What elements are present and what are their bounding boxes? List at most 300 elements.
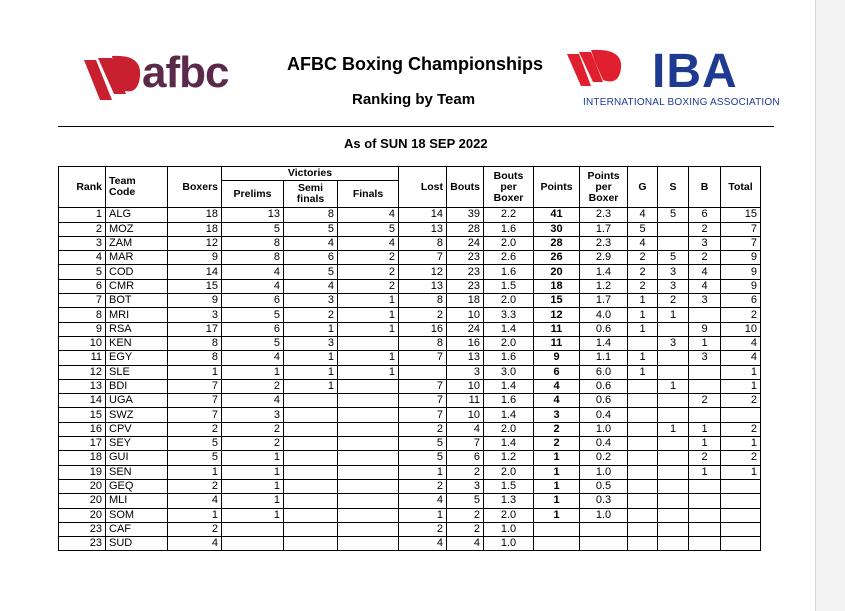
table-cell: 2 (168, 422, 222, 436)
table-cell: 4 (168, 537, 222, 551)
table-cell (628, 379, 658, 393)
table-row (59, 365, 761, 379)
table-cell: CMR (106, 279, 168, 293)
table-cell (628, 465, 658, 479)
table-cell: 1.4 (580, 336, 628, 350)
table-cell (628, 336, 658, 350)
table-cell (222, 537, 284, 551)
table-cell: 1 (168, 465, 222, 479)
table-cell (338, 422, 399, 436)
table-row (59, 351, 761, 365)
table-cell: 1 (338, 365, 399, 379)
table-cell (628, 437, 658, 451)
table-cell: 2 (689, 394, 721, 408)
table-row (59, 494, 761, 508)
col-victories: Victories (222, 167, 399, 181)
table-cell: 1 (222, 365, 284, 379)
table-cell (284, 522, 338, 536)
table-cell: 1 (399, 465, 447, 479)
table-cell (689, 308, 721, 322)
table-cell: 11 (447, 394, 484, 408)
table-cell (284, 537, 338, 551)
table-cell (338, 379, 399, 393)
table-cell (721, 494, 761, 508)
divider (58, 126, 774, 127)
table-cell: 7 (721, 222, 761, 236)
table-cell: 4 (689, 265, 721, 279)
table-cell (658, 508, 689, 522)
table-cell (338, 408, 399, 422)
table-cell (338, 336, 399, 350)
table-cell: 3 (447, 365, 484, 379)
table-cell: SEY (106, 437, 168, 451)
table-cell: 1 (658, 379, 689, 393)
table-cell: 3 (658, 279, 689, 293)
table-cell (689, 479, 721, 493)
table-cell (628, 508, 658, 522)
table-cell: 0.6 (580, 379, 628, 393)
table-cell: 13 (399, 222, 447, 236)
table-cell: 9 (721, 279, 761, 293)
table-cell (658, 494, 689, 508)
table-cell: 23 (447, 251, 484, 265)
table-cell (721, 408, 761, 422)
table-cell: 5 (399, 451, 447, 465)
col-points-per-boxer: Points per Boxer (580, 167, 628, 208)
table-cell (658, 451, 689, 465)
table-cell: 10 (447, 379, 484, 393)
table-cell: 2 (447, 465, 484, 479)
table-cell: 1.2 (580, 279, 628, 293)
table-cell: 5 (658, 208, 689, 222)
table-cell: 6 (222, 294, 284, 308)
table-cell: 1 (721, 437, 761, 451)
table-cell (284, 451, 338, 465)
table-cell: 1 (689, 465, 721, 479)
table-cell: 0.4 (580, 437, 628, 451)
table-cell: 2 (721, 394, 761, 408)
table-row (59, 265, 761, 279)
table-cell: 24 (447, 236, 484, 250)
table-row (59, 222, 761, 236)
table-cell: 9 (168, 251, 222, 265)
table-cell: 2 (338, 251, 399, 265)
table-cell: GUI (106, 451, 168, 465)
table-cell: 12 (168, 236, 222, 250)
table-cell: 4 (628, 208, 658, 222)
table-cell: 2 (721, 308, 761, 322)
table-cell: 4 (399, 494, 447, 508)
table-cell: 2 (222, 437, 284, 451)
col-finals: Finals (338, 181, 399, 208)
table-row (59, 451, 761, 465)
table-cell: 1 (534, 508, 580, 522)
page-subtitle: Ranking by Team (352, 91, 476, 108)
table-cell: 1 (338, 322, 399, 336)
table-cell: 4 (447, 537, 484, 551)
table-cell: 7 (168, 394, 222, 408)
table-cell (658, 394, 689, 408)
table-row (59, 422, 761, 436)
table-cell (628, 394, 658, 408)
col-team-code: Team Code (106, 167, 168, 208)
table-cell: 28 (534, 236, 580, 250)
table-cell: 3 (59, 236, 106, 250)
table-cell: 1.1 (580, 351, 628, 365)
col-silver: S (658, 167, 689, 208)
table-cell: 12 (534, 308, 580, 322)
table-cell: 2 (447, 522, 484, 536)
table-cell: 1.6 (484, 351, 534, 365)
table-cell: 3 (222, 408, 284, 422)
table-cell: 2 (338, 279, 399, 293)
table-cell: 20 (59, 494, 106, 508)
table-cell: 6 (447, 451, 484, 465)
table-cell: 9 (689, 322, 721, 336)
table-cell: 2.0 (484, 508, 534, 522)
col-bronze: B (689, 167, 721, 208)
table-cell: 4 (222, 265, 284, 279)
col-points: Points (534, 167, 580, 208)
table-cell: 28 (447, 222, 484, 236)
table-cell: 5 (284, 265, 338, 279)
table-cell: 1.3 (484, 494, 534, 508)
table-cell: 2 (168, 522, 222, 536)
table-cell: 11 (59, 351, 106, 365)
table-cell: 2 (284, 308, 338, 322)
table-cell: 1 (628, 308, 658, 322)
table-cell: 7 (447, 437, 484, 451)
table-cell (284, 508, 338, 522)
table-cell: 4 (338, 236, 399, 250)
table-cell (658, 222, 689, 236)
table-cell: 9 (59, 322, 106, 336)
table-cell (284, 437, 338, 451)
table-cell: 13 (447, 351, 484, 365)
table-cell: 5 (628, 222, 658, 236)
iba-logo-text: IBA (652, 45, 738, 98)
table-cell: 2 (399, 422, 447, 436)
table-cell: 6.0 (580, 365, 628, 379)
table-cell: 15 (534, 294, 580, 308)
table-cell: 8 (399, 336, 447, 350)
table-cell (658, 437, 689, 451)
table-cell: 4 (59, 251, 106, 265)
table-cell: 1.6 (484, 222, 534, 236)
table-cell (628, 408, 658, 422)
table-cell: 7 (399, 351, 447, 365)
table-cell (338, 465, 399, 479)
table-cell (338, 451, 399, 465)
table-cell: 1 (658, 308, 689, 322)
table-cell (338, 437, 399, 451)
table-cell: 2.0 (484, 422, 534, 436)
table-cell (689, 494, 721, 508)
table-cell: 0.3 (580, 494, 628, 508)
table-cell: 2.6 (484, 251, 534, 265)
table-cell (338, 508, 399, 522)
table-cell: 7 (721, 236, 761, 250)
table-cell: 14 (399, 208, 447, 222)
table-cell: 5 (658, 251, 689, 265)
table-cell: 18 (534, 279, 580, 293)
table-cell: 9 (534, 351, 580, 365)
table-cell: 1 (59, 208, 106, 222)
table-cell: 4 (222, 394, 284, 408)
table-cell: CAF (106, 522, 168, 536)
table-cell: 2 (721, 422, 761, 436)
table-cell: 15 (59, 408, 106, 422)
table-cell (689, 537, 721, 551)
table-cell (658, 522, 689, 536)
table-cell: 4 (168, 494, 222, 508)
table-cell (222, 522, 284, 536)
table-cell: COD (106, 265, 168, 279)
col-semi-finals: Semi finals (284, 181, 338, 208)
table-cell (689, 508, 721, 522)
table-cell: 1.6 (484, 265, 534, 279)
table-row (59, 251, 761, 265)
table-cell (628, 451, 658, 465)
table-cell (721, 508, 761, 522)
table-cell: 2 (222, 379, 284, 393)
table-cell (580, 537, 628, 551)
table-row (59, 394, 761, 408)
table-cell: 3 (284, 336, 338, 350)
table-cell: ALG (106, 208, 168, 222)
table-cell: 15 (168, 279, 222, 293)
table-cell: 1 (284, 351, 338, 365)
table-cell: 1 (338, 294, 399, 308)
table-cell: 1 (222, 451, 284, 465)
table-cell: 4 (721, 336, 761, 350)
table-cell: 16 (59, 422, 106, 436)
table-cell: 9 (721, 251, 761, 265)
table-cell: 4.0 (580, 308, 628, 322)
table-cell (580, 522, 628, 536)
table-cell: 1.4 (484, 437, 534, 451)
table-cell: 1.0 (580, 508, 628, 522)
table-cell: 7 (168, 408, 222, 422)
table-cell: 20 (59, 508, 106, 522)
table-cell: 2.2 (484, 208, 534, 222)
table-cell: 2 (721, 451, 761, 465)
table-cell: 8 (284, 208, 338, 222)
table-cell: 5 (222, 308, 284, 322)
table-cell: 7 (168, 379, 222, 393)
table-cell (628, 537, 658, 551)
table-cell: 8 (399, 294, 447, 308)
table-cell (658, 479, 689, 493)
table-cell: 1 (534, 451, 580, 465)
table-cell: 0.2 (580, 451, 628, 465)
table-row (59, 236, 761, 250)
table-cell (628, 522, 658, 536)
table-cell: 23 (447, 279, 484, 293)
table-cell: 2 (338, 265, 399, 279)
table-cell: 7 (399, 394, 447, 408)
table-cell: 2 (628, 279, 658, 293)
table-cell: 19 (59, 465, 106, 479)
table-cell: 6 (689, 208, 721, 222)
table-cell: MAR (106, 251, 168, 265)
table-cell: 5 (59, 265, 106, 279)
table-cell: MLI (106, 494, 168, 508)
table-body (59, 208, 761, 551)
table-cell (721, 479, 761, 493)
table-cell: 1 (689, 437, 721, 451)
table-cell: 6 (721, 294, 761, 308)
table-cell (338, 537, 399, 551)
table-cell: 0.6 (580, 394, 628, 408)
table-cell: 1 (721, 379, 761, 393)
table-cell: 1 (168, 365, 222, 379)
col-bouts-per-boxer: Bouts per Boxer (484, 167, 534, 208)
table-cell: 10 (59, 336, 106, 350)
table-cell: 5 (447, 494, 484, 508)
table-cell: 5 (222, 336, 284, 350)
table-cell (284, 494, 338, 508)
col-rank: Rank (59, 167, 106, 208)
table-cell: 2.3 (580, 208, 628, 222)
table-cell: 6 (534, 365, 580, 379)
table-cell (658, 236, 689, 250)
table-cell: 8 (59, 308, 106, 322)
table-cell: 1 (721, 365, 761, 379)
table-cell: EGY (106, 351, 168, 365)
table-cell: 30 (534, 222, 580, 236)
table-cell (284, 394, 338, 408)
table-row (59, 379, 761, 393)
page-title: AFBC Boxing Championships (287, 54, 543, 74)
table-cell: 5 (168, 451, 222, 465)
table-cell: 2 (689, 451, 721, 465)
table-cell: 1.0 (580, 422, 628, 436)
table-cell (628, 494, 658, 508)
table-cell: BDI (106, 379, 168, 393)
table-cell: 7 (399, 408, 447, 422)
table-cell: 3.0 (484, 365, 534, 379)
table-cell: 2 (628, 265, 658, 279)
table-cell: 1.4 (484, 379, 534, 393)
col-lost: Lost (399, 167, 447, 208)
table-cell: 17 (168, 322, 222, 336)
table-cell: 1 (628, 322, 658, 336)
table-cell: 1.0 (580, 465, 628, 479)
table-cell: 3 (658, 336, 689, 350)
table-cell: 2 (689, 251, 721, 265)
table-cell: 1.6 (484, 394, 534, 408)
table-cell: 13 (59, 379, 106, 393)
table-cell: 2 (628, 251, 658, 265)
table-cell: 1 (534, 479, 580, 493)
table-cell: 1 (222, 494, 284, 508)
table-cell: MOZ (106, 222, 168, 236)
table-cell: 20 (59, 479, 106, 493)
table-row (59, 522, 761, 536)
table-cell: 10 (721, 322, 761, 336)
table-cell: 1 (284, 322, 338, 336)
table-cell: 2.0 (484, 294, 534, 308)
table-cell: 5 (168, 437, 222, 451)
table-cell: BOT (106, 294, 168, 308)
table-cell: 4 (534, 379, 580, 393)
table-cell: 2.0 (484, 336, 534, 350)
table-cell (658, 322, 689, 336)
table-cell (658, 408, 689, 422)
table-cell: 39 (447, 208, 484, 222)
table-cell: 1.5 (484, 279, 534, 293)
table-cell: 7 (399, 379, 447, 393)
table-cell: 3 (689, 236, 721, 250)
table-cell: 1.7 (580, 294, 628, 308)
table-cell: 4 (721, 351, 761, 365)
table-cell: 6 (59, 279, 106, 293)
table-cell: 7 (399, 251, 447, 265)
table-cell (338, 394, 399, 408)
table-cell: 8 (399, 236, 447, 250)
table-cell: 2 (222, 422, 284, 436)
table-row (59, 437, 761, 451)
col-total: Total (721, 167, 761, 208)
table-cell: 5 (399, 437, 447, 451)
table-cell: 0.4 (580, 408, 628, 422)
table-row (59, 322, 761, 336)
table-row (59, 479, 761, 493)
table-cell: 4 (447, 422, 484, 436)
table-row (59, 279, 761, 293)
table-cell: 12 (399, 265, 447, 279)
table-cell: 2.0 (484, 465, 534, 479)
table-cell: 5 (338, 222, 399, 236)
table-cell: 2 (689, 222, 721, 236)
table-row (59, 508, 761, 522)
table-cell: 18 (59, 451, 106, 465)
table-cell: 1 (222, 465, 284, 479)
table-cell (721, 537, 761, 551)
table-cell: 1 (534, 465, 580, 479)
table-cell: 3 (447, 479, 484, 493)
table-cell: 1 (222, 508, 284, 522)
table-cell: 24 (447, 322, 484, 336)
table-cell: 2 (399, 479, 447, 493)
table-cell (534, 522, 580, 536)
table-row (59, 465, 761, 479)
table-cell: 3 (689, 351, 721, 365)
table-cell: 1 (689, 336, 721, 350)
table-cell: SEN (106, 465, 168, 479)
table-cell: 0.5 (580, 479, 628, 493)
ranking-table (58, 166, 761, 551)
table-cell: 3 (534, 408, 580, 422)
table-row (59, 336, 761, 350)
table-cell: RSA (106, 322, 168, 336)
table-cell (628, 422, 658, 436)
table-cell: 1.2 (484, 451, 534, 465)
table-cell (628, 479, 658, 493)
table-cell: CPV (106, 422, 168, 436)
table-cell: 4 (222, 351, 284, 365)
table-row (59, 308, 761, 322)
table-cell: 10 (447, 408, 484, 422)
table-cell: 1 (658, 422, 689, 436)
table-cell: 1 (534, 494, 580, 508)
table-cell: SOM (106, 508, 168, 522)
table-cell: 23 (59, 537, 106, 551)
table-cell: 1 (628, 351, 658, 365)
table-cell: 5 (284, 222, 338, 236)
table-cell: 3.3 (484, 308, 534, 322)
